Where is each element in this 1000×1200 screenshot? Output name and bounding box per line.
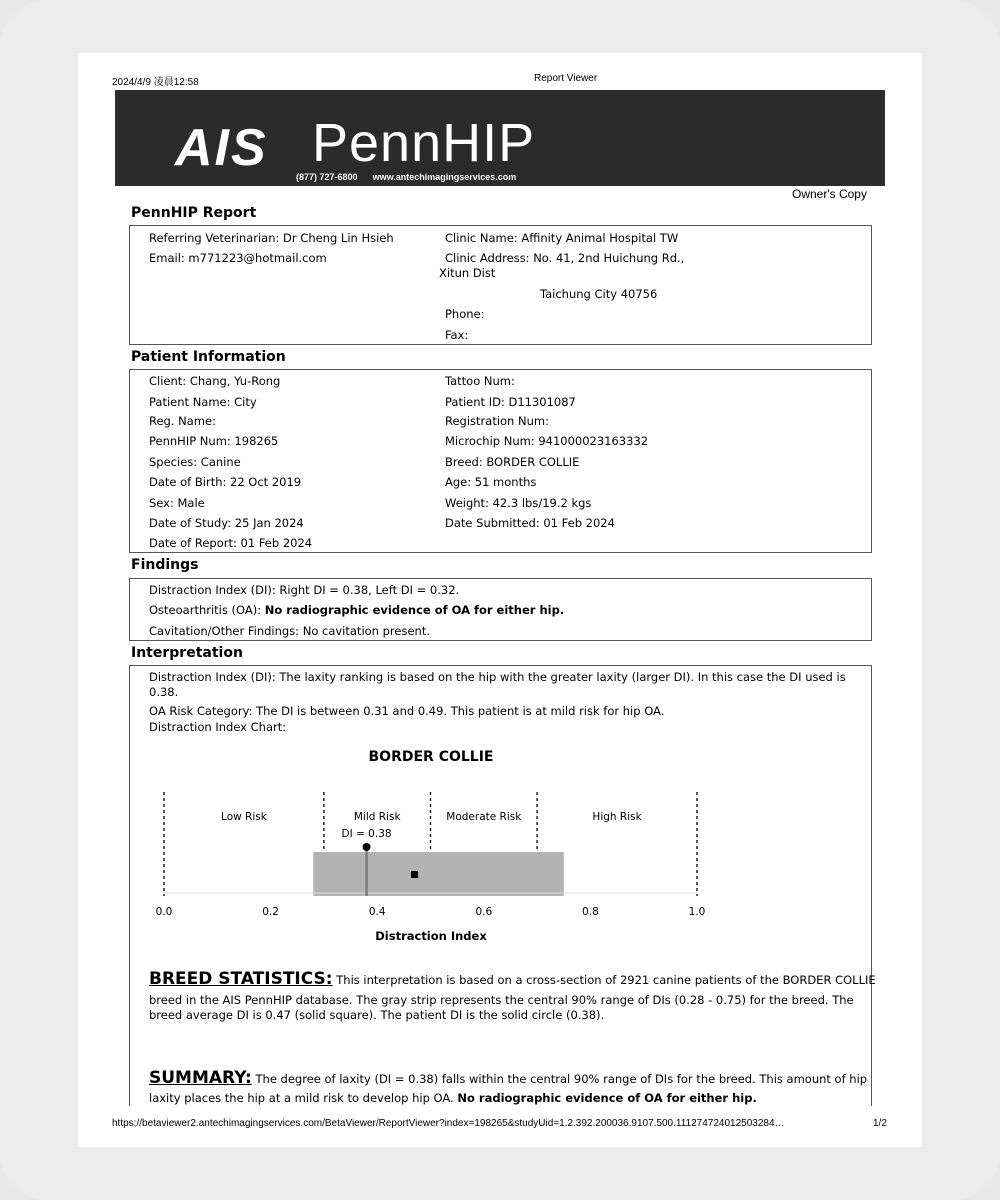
patient-field: Patient ID: D11301087: [445, 395, 576, 409]
report-section-title: PennHIP Report: [131, 205, 257, 221]
clinic-phone: Phone:: [445, 307, 485, 321]
zone-label: High Risk: [592, 811, 642, 823]
ais-logo: AIS: [175, 119, 268, 177]
patient-di-label: DI = 0.38: [341, 828, 392, 840]
summary-heading: SUMMARY:: [149, 1068, 252, 1088]
findings-oa-value: No radiographic evidence of OA for either hip.: [264, 603, 565, 617]
findings-cavitation: Cavitation/Other Findings: No cavitation present.: [149, 624, 430, 638]
zone-label: Mild Risk: [353, 811, 401, 823]
patient-field: Registration Num:: [445, 414, 549, 428]
x-tick-label: 0.0: [155, 906, 173, 918]
range-90-strip: [313, 852, 564, 896]
interp-oa-risk: OA Risk Category: The DI is between 0.31 and 0.49. This patient is at mild risk for hip OA.: [149, 704, 665, 718]
patient-field: Date Submitted: 01 Feb 2024: [445, 516, 615, 530]
summary-line1: [149, 1068, 868, 1088]
patient-field: Date of Birth: 22 Oct 2019: [149, 475, 302, 489]
x-tick-label: 0.4: [368, 906, 386, 918]
findings-di: Distraction Index (DI): Right DI = 0.38, Left DI = 0.32.: [149, 583, 460, 597]
breed-stats-heading: BREED STATISTICS:: [149, 969, 333, 989]
page-url[interactable]: https://betaviewer2.antechimagingservices.com/BetaViewer/ReportViewer?index=198265&studyUid=1.2.392.200036.9107.500.111274724012503284…: [112, 1118, 785, 1129]
pennhip-logo: PennHIP: [312, 113, 536, 173]
interp-chart-label: Distraction Index Chart:: [149, 720, 287, 734]
zone-label: Low Risk: [221, 811, 267, 823]
interpretation-section-title: Interpretation: [131, 645, 243, 661]
page-number: 1/2: [873, 1118, 887, 1129]
clinic-name: Clinic Name: Affinity Animal Hospital TW: [445, 231, 679, 245]
referring-vet: Referring Veterinarian: Dr Cheng Lin Hsieh: [149, 231, 394, 245]
patient-field: Date of Study: 25 Jan 2024: [149, 516, 304, 530]
clinic-address-line2: Xitun Dist: [439, 266, 496, 280]
x-tick-label: 0.8: [582, 906, 599, 918]
findings-section-title: Findings: [131, 557, 199, 573]
email: Email: m771223@hotmail.com: [149, 251, 327, 265]
distraction-index-chart: [140, 740, 740, 950]
findings-oa-label: Osteoarthritis (OA):: [149, 603, 265, 617]
chart-title: BORDER COLLIE: [368, 749, 494, 765]
patient-field: Breed: BORDER COLLIE: [445, 455, 580, 469]
findings-oa: [149, 603, 564, 617]
x-axis-label: Distraction Index: [375, 929, 487, 943]
breed-stats-line1: [149, 969, 876, 989]
owners-copy-label: Owner's Copy: [792, 187, 867, 201]
breed-stats-line3: breed average DI is 0.47 (solid square). The patient DI is the solid circle (0.38).: [149, 1008, 605, 1022]
summary-oa: No radiographic evidence of OA for either hip.: [457, 1091, 757, 1105]
banner-phone: (877) 727-6800: [296, 172, 358, 182]
patient-section-title: Patient Information: [131, 349, 286, 365]
interp-di-line2: 0.38.: [149, 685, 179, 699]
clinic-fax: Fax:: [445, 328, 469, 342]
summary-text: The degree of laxity (DI = 0.38) falls within the central 90% range of DIs for the breed. This amount of hip: [251, 1072, 868, 1086]
clinic-city: Taichung City 40756: [540, 287, 658, 301]
patient-field: Microchip Num: 941000023163332: [445, 434, 649, 448]
print-date: 2024/4/9 凌晨12:58: [112, 77, 199, 88]
interp-di-line1: Distraction Index (DI): The laxity ranking is based on the hip with the greater laxity (larger DI). In this case the DI used is: [149, 670, 846, 684]
clinic-address: Clinic Address: No. 41, 2nd Huichung Rd.,: [445, 251, 685, 265]
patient-field: PennHIP Num: 198265: [149, 434, 279, 448]
breed-stats-text: This interpretation is based on a cross-section of 2921 canine patients of the BORDER COLLIE: [332, 973, 876, 987]
patient-field: Date of Report: 01 Feb 2024: [149, 536, 313, 550]
print-title: Report Viewer: [534, 73, 598, 84]
patient-field: Age: 51 months: [445, 475, 537, 489]
summary-line2: [149, 1091, 757, 1105]
summary-text-2: laxity places the hip at a mild risk to develop hip OA.: [149, 1091, 458, 1105]
banner-website: www.antechimagingservices.com: [372, 172, 517, 182]
patient-field: Sex: Male: [149, 496, 205, 510]
zone-label: Moderate Risk: [446, 811, 522, 823]
patient-field: Reg. Name:: [149, 414, 216, 428]
patient-field: Species: Canine: [149, 455, 241, 469]
patient-field: Patient Name: City: [149, 395, 257, 409]
patient-di-point: [363, 843, 371, 851]
x-axis-ticks: [156, 906, 706, 918]
patient-field: Tattoo Num:: [445, 374, 515, 388]
x-tick-label: 0.2: [262, 906, 279, 918]
banner-contact: [296, 172, 516, 182]
breed-stats-line2: breed in the AIS PennHIP database. The gray strip represents the central 90% range of DIs (0.28 - 0.75) for the breed. The: [149, 993, 854, 1007]
x-tick-label: 1.0: [688, 906, 706, 918]
chart-marks: [164, 828, 697, 896]
patient-field: Client: Chang, Yu-Rong: [149, 374, 281, 388]
breed-average-point: [411, 871, 418, 878]
patient-field: Weight: 42.3 lbs/19.2 kgs: [445, 496, 592, 510]
x-tick-label: 0.6: [475, 906, 493, 918]
